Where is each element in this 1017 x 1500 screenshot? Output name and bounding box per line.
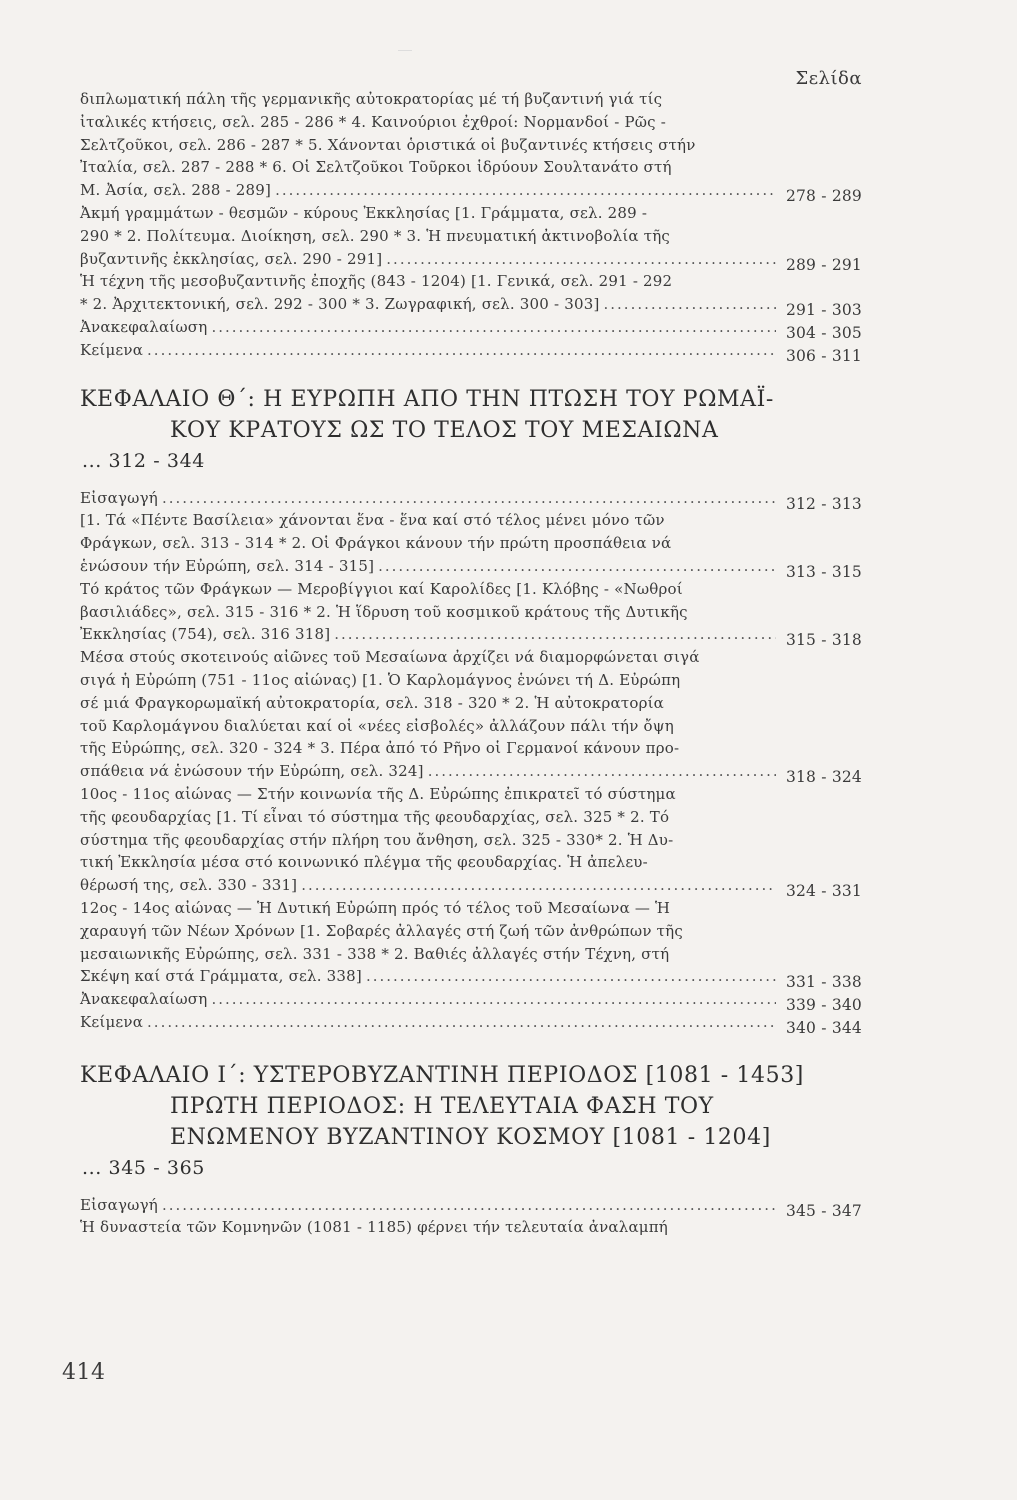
entry-line-text: Ἀνακεφαλαίωση [80, 317, 208, 336]
entry-line: 290 * 2. Πολίτευμα. Διοίκηση, σελ. 290 * 3. Ἡ πνευματική ἀκτινοβολία τῆς [80, 226, 671, 245]
entry-line-text: Ἐκκλησίας (754), σελ. 316 318] [80, 625, 331, 644]
toc-entry [80, 578, 862, 650]
entry-line: χαραυγή τῶν Νέων Χρόνων [1. Σοβαρές ἀλλαγές στή ζωή τῶν ἀνθρώπων τῆς [80, 921, 683, 940]
entry-last-line [80, 339, 862, 365]
entry-line: σέ μιά Φραγκορωμαϊκή αὐτοκρατορία, σελ. 318 - 320 * 2. Ἡ αὐτοκρατορία [80, 693, 664, 712]
chapter-heading-line: ΚΕΦΑΛΑΙΟ Θ΄: Η ΕΥΡΩΠΗ ΑΠΟ ΤΗΝ ΠΤΩΣΗ ΤΟΥ ΡΩΜΑΪ- [80, 386, 774, 412]
entry-line: Τό κράτος τῶν Φράγκων — Μεροβίγγιοι καί Καρολίδες [1. Κλόβης - «Νωθροί [80, 579, 683, 598]
entry-last-line [80, 760, 862, 787]
toc-entry [80, 988, 862, 1015]
entry-line-text: Κείμενα [80, 340, 144, 359]
entry-line-text: ἑνώσουν τήν Εὐρώπη, σελ. 314 - 315] [80, 556, 375, 575]
entry-line: Ἰταλία, σελ. 287 - 288 * 6. Οἱ Σελτζοῦκοι Τοῦρκοι ἱδρύουν Σουλτανάτο στή [80, 158, 672, 177]
entry-page-range: 312 - 313 [785, 494, 862, 513]
entry-last-line [80, 179, 862, 206]
chapter-heading-line: ΠΡΩΤΗ ΠΕΡΙΟΔΟΣ: Η ΤΕΛΕΥΤΑΙΑ ΦΑΣΗ ΤΟΥ [170, 1093, 714, 1119]
entry-line: Ἡ τέχνη τῆς μεσοβυζαντινῆς ἐποχῆς (843 - 1204) [1. Γενικά, σελ. 291 - 292 [80, 272, 673, 291]
chapter-heading-theta [80, 384, 862, 477]
entry-page-range: 289 - 291 [785, 255, 862, 274]
toc-entry [80, 88, 862, 206]
chapter-heading-line: ΚΟΥ ΚΡΑΤΟΥΣ ΩΣ ΤΟ ΤΕΛΟΣ ΤΟΥ ΜΕΣΑΙΩΝΑ [170, 417, 719, 443]
chapter-heading-line: ΕΝΩΜΕΝΟΥ ΒΥΖΑΝΤΙΝΟΥ ΚΟΣΜΟΥ [1081 - 1204] [170, 1124, 771, 1150]
entry-page-range: 313 - 315 [785, 562, 862, 581]
dot-leader [604, 293, 776, 316]
entry-last-line [80, 316, 862, 342]
dot-leader [211, 988, 776, 1011]
entry-line: Ἀκμή γραμμάτων - θεσμῶν - κύρους Ἐκκλησίας [1. Γράμματα, σελ. 289 - [80, 203, 648, 222]
entry-line: διπλωματική πάλη τῆς γερμανικῆς αὐτοκρατορίας μέ τή βυζαντινή γιά τίς [80, 90, 663, 108]
dot-leader [378, 555, 776, 578]
entry-line: τική Ἐκκλησία μέσα στό κοινωνικό πλέγμα τῆς φεουδαρχίας. Ἡ ἀπελευ- [80, 853, 648, 872]
entry-line: σιγά ἡ Εὐρώπη (751 - 11ος αἰώνας) [1. Ὁ Καρλομάγνος ἑνώνει τή Δ. Εὐρώπη [80, 670, 681, 689]
toc-entry-continued [80, 1216, 862, 1239]
dot-leader [147, 339, 776, 362]
entry-line: [1. Τά «Πέντε Βασίλεια» χάνονται ἕνα - ἕνα καί στό τέλος μένει μόνο τῶν [80, 511, 665, 530]
entry-line: τοῦ Καρλομάγνου διαλύεται καί οἱ «νέες εἰσβολές» ἀλλάζουν πάλι τήν ὄψη [80, 716, 674, 735]
entry-line: Ἡ δυναστεία τῶν Κομνηνῶν (1081 - 1185) φέρνει τήν τελευταία ἀναλαμπή [80, 1218, 668, 1237]
toc-entry [80, 646, 862, 787]
dot-leader [301, 874, 776, 897]
entry-line: Μέσα στούς σκοτεινούς αἰῶνες τοῦ Μεσαίωνα ἀρχίζει νά διαμορφώνεται σιγά [80, 648, 700, 667]
entry-line: 10ος - 11ος αἰώνας — Στήν κοινωνία τῆς Δ. Εὐρώπης ἐπικρατεῖ τό σύστημα [80, 784, 676, 803]
entry-last-line [80, 965, 862, 992]
entry-line-text: σπάθεια νά ἑνώσουν τήν Εὐρώπη, σελ. 324] [80, 762, 424, 781]
entry-page-range: 339 - 340 [785, 996, 862, 1015]
entry-last-line [80, 874, 862, 901]
entry-page-range: 278 - 289 [785, 187, 862, 206]
toc-entry [80, 487, 862, 513]
entry-line: τῆς Εὐρώπης, σελ. 320 - 324 * 3. Πέρα ἀπό τό Ρῆνο οἱ Γερμανοί κάνουν προ- [80, 739, 680, 758]
chapter-heading-iota [80, 1060, 862, 1184]
entry-page-range: 345 - 347 [785, 1201, 862, 1220]
toc-entry [80, 1194, 862, 1220]
chapter-page-range: ... 345 - 365 [82, 1156, 205, 1179]
page-column-heading: Σελίδα [795, 68, 862, 89]
dot-leader [366, 965, 776, 988]
entry-last-line [80, 487, 862, 513]
entry-line-text: Κείμενα [80, 1012, 144, 1031]
toc-entry [80, 316, 862, 342]
entry-last-line [80, 1011, 862, 1037]
entry-line-text: Μ. Ἀσία, σελ. 288 - 289] [80, 181, 272, 200]
entry-last-line [80, 623, 862, 650]
entry-page-range: 318 - 324 [785, 768, 862, 787]
entry-line-text: * 2. Ἀρχιτεκτονική, σελ. 292 - 300 * 3. Ζωγραφική, σελ. 300 - 303] [80, 295, 600, 314]
entry-last-line [80, 248, 862, 274]
toc-entry [80, 783, 862, 901]
entry-line: Φράγκων, σελ. 313 - 314 * 2. Οἱ Φράγκοι κάνουν τήν πρώτη προσπάθεια νά [80, 534, 672, 553]
entry-page-range: 331 - 338 [785, 973, 862, 992]
table-of-contents [80, 68, 862, 1239]
toc-entry [80, 339, 862, 365]
dot-leader [162, 1194, 776, 1217]
entry-last-line [80, 555, 862, 581]
entry-page-range: 304 - 305 [785, 323, 862, 342]
entry-line-text: Εἰσαγωγή [80, 488, 158, 507]
dot-leader [386, 248, 776, 271]
toc-entry [80, 202, 862, 274]
toc-block-2 [80, 487, 862, 1037]
entry-line: 12ος - 14ος αἰώνας — Ἡ Δυτική Εὐρώπη πρός τό τέλος τοῦ Μεσαίωνα — Ἡ [80, 898, 671, 917]
entry-last-line [80, 988, 862, 1015]
entry-line-text: βυζαντινῆς ἐκκλησίας, σελ. 290 - 291] [80, 249, 383, 268]
entry-line: σύστημα τῆς φεουδαρχίας στήν πλήρη του ἄνθηση, σελ. 325 - 330* 2. Ἡ Δυ- [80, 830, 674, 849]
page-number: 414 [62, 1360, 106, 1385]
toc-entry [80, 509, 862, 581]
entry-page-range: 324 - 331 [785, 882, 862, 901]
entry-line: Σελτζοῦκοι, σελ. 286 - 287 * 5. Χάνονται ὁριστικά οἱ βυζαντινές κτήσεις στήν [80, 135, 696, 154]
dot-leader [334, 623, 776, 646]
entry-line: τῆς φεουδαρχίας [1. Τί εἶναι τό σύστημα τῆς φεουδαρχίας, σελ. 325 * 2. Τό [80, 807, 670, 826]
entry-last-line [80, 293, 862, 320]
toc-entry [80, 897, 862, 992]
entry-line-text: Σκέψη καί στά Γράμματα, σελ. 338] [80, 967, 362, 986]
entry-line-text: Ἀνακεφαλαίωση [80, 990, 208, 1009]
dot-leader [147, 1011, 776, 1034]
entry-page-range: 315 - 318 [785, 631, 862, 650]
dot-leader [275, 179, 776, 202]
entry-line: μεσαιωνικῆς Εὐρώπης, σελ. 331 - 338 * 2. Βαθιές ἀλλαγές στήν Τέχνη, στή [80, 944, 670, 963]
toc-block-1 [80, 88, 862, 365]
entry-page-range: 306 - 311 [785, 346, 862, 365]
entry-line: ἰταλικές κτήσεις, σελ. 285 - 286 * 4. Καινούριοι ἐχθροί: Νορμανδοί - Ρῶς - [80, 112, 667, 131]
entry-page-range: 340 - 344 [785, 1018, 862, 1037]
dot-leader [162, 487, 776, 510]
entry-line: βασιλιάδες», σελ. 315 - 316 * 2. Ἡ ἵδρυση τοῦ κοσμικοῦ κράτους τῆς Δυτικῆς [80, 602, 688, 621]
dot-leader [211, 316, 776, 339]
entry-line-text: θέρωσή της, σελ. 330 - 331] [80, 876, 298, 895]
toc-entry [80, 1011, 862, 1037]
toc-block-3 [80, 1194, 862, 1220]
dot-leader [428, 760, 776, 783]
entry-last-line [80, 1194, 862, 1220]
chapter-heading-line: ΚΕΦΑΛΑΙΟ Ι΄: ΥΣΤΕΡΟΒΥΖΑΝΤΙΝΗ ΠΕΡΙΟΔΟΣ [1081 - 1453] [80, 1062, 804, 1088]
entry-page-range: 291 - 303 [785, 301, 862, 320]
entry-line-text: Εἰσαγωγή [80, 1195, 158, 1214]
scan-mark [398, 50, 412, 51]
toc-entry [80, 270, 862, 320]
chapter-page-range: ... 312 - 344 [82, 449, 205, 472]
